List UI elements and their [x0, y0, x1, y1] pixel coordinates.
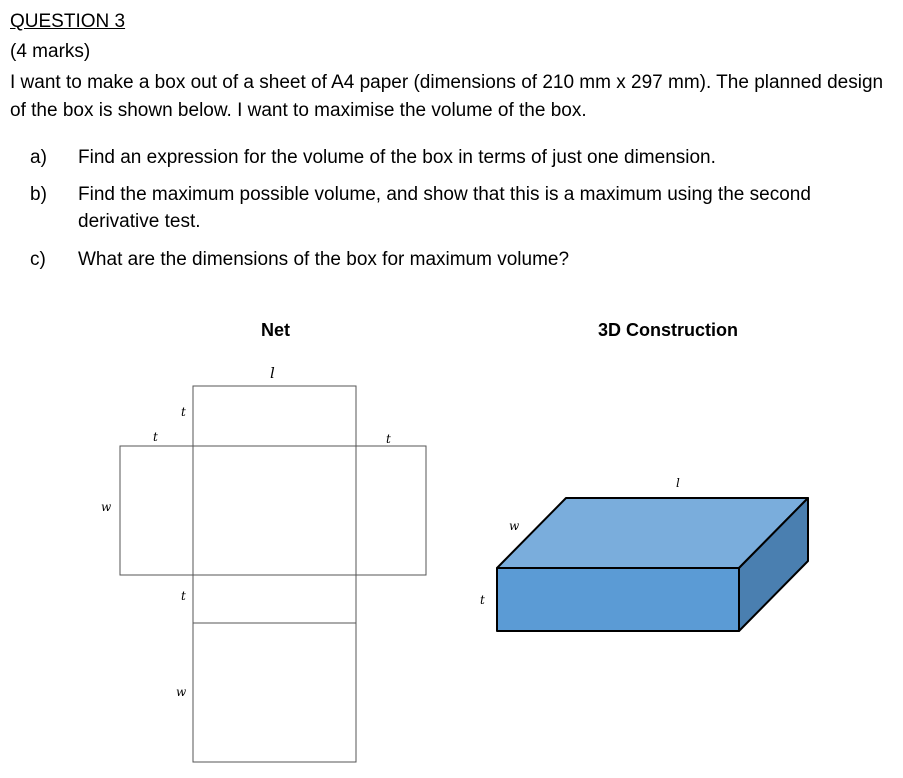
- net-label-w-left: w: [101, 500, 112, 514]
- box-front-face: [497, 568, 739, 631]
- part-a-label: a): [30, 147, 47, 168]
- net-top-flap: [193, 386, 356, 446]
- construction-heading: 3D Construction: [598, 320, 739, 340]
- net-right-side: [356, 446, 426, 575]
- net-label-t-lower: t: [181, 589, 186, 603]
- net-label-t-right: t: [386, 432, 391, 446]
- part-c-text: What are the dimensions of the box for maximum volume?: [78, 249, 570, 270]
- net-lid: [193, 623, 356, 762]
- question-marks: (4 marks): [10, 41, 91, 62]
- net-label-w-bottom: w: [176, 685, 187, 699]
- net-base: [193, 446, 356, 575]
- net-label-t-flap: t: [181, 405, 186, 419]
- question-title: QUESTION 3: [10, 11, 126, 32]
- box-label-w: w: [509, 519, 520, 533]
- net-left-side: [120, 446, 193, 575]
- net-heading: Net: [261, 320, 291, 340]
- box-label-t: t: [480, 593, 485, 607]
- net-label-l: l: [270, 364, 275, 382]
- box-3d: [497, 498, 808, 631]
- question-intro: I want to make a box out of a sheet of A4 paper (dimensions of 210 mm x 297 mm). The planned design of the box is shown below. I want to maximise the volume of the box.: [10, 72, 884, 121]
- part-c-label: c): [30, 249, 46, 270]
- net-diagram: [120, 386, 426, 762]
- part-a-text: Find an expression for the volume of the box in terms of just one dimension.: [78, 147, 716, 168]
- box-label-l: l: [676, 476, 680, 490]
- net-label-t-left: t: [153, 430, 158, 444]
- part-b-text: Find the maximum possible volume, and show that this is a maximum using the second derivative test.: [78, 184, 811, 232]
- net-front-side: [193, 575, 356, 623]
- part-b-label: b): [30, 184, 47, 205]
